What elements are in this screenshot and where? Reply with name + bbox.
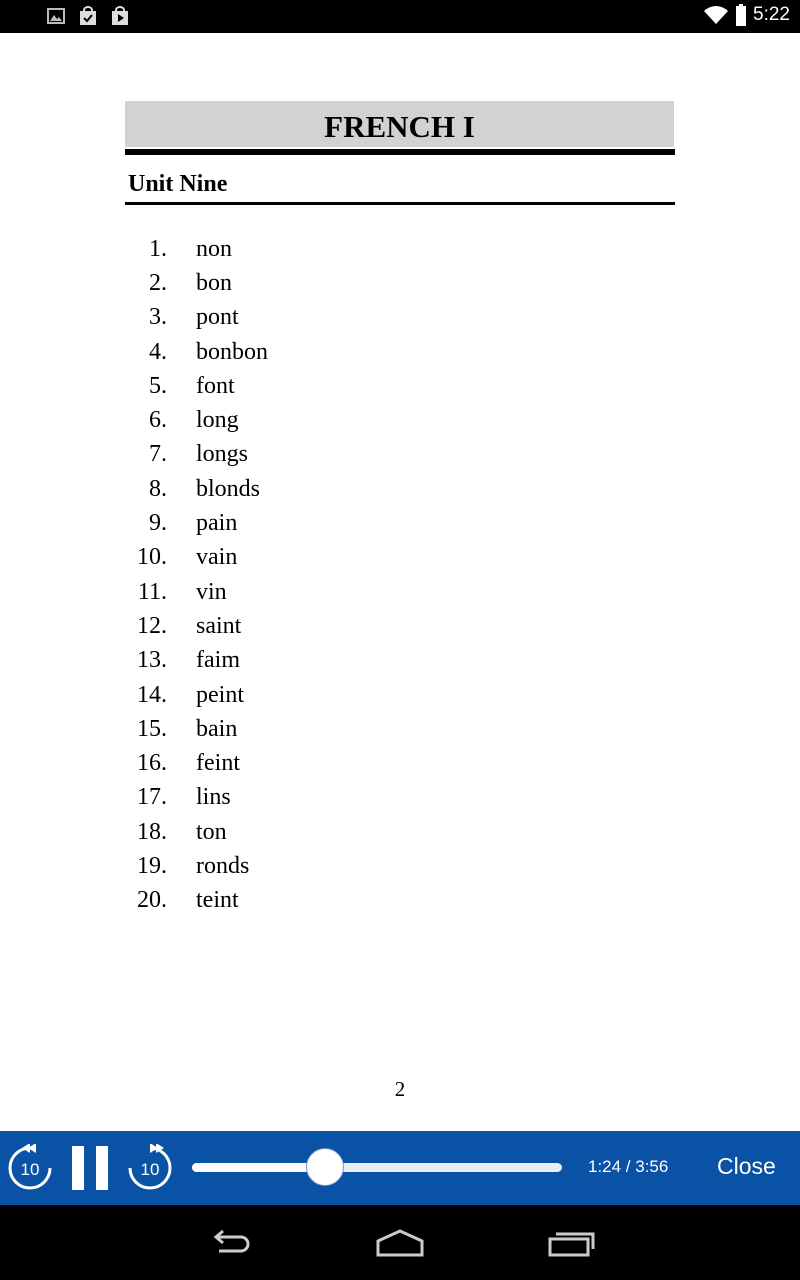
item-number: 9. bbox=[149, 510, 167, 537]
item-word: blonds bbox=[196, 475, 261, 502]
item-number: 2. bbox=[149, 269, 167, 296]
time-readout: 1:24 / 3:56 bbox=[588, 1157, 669, 1176]
item-number: 19. bbox=[137, 852, 167, 879]
item-number: 16. bbox=[137, 750, 167, 777]
list-item bbox=[120, 609, 268, 643]
item-number: 17. bbox=[137, 784, 167, 811]
list-item bbox=[120, 335, 268, 369]
list-item bbox=[120, 232, 268, 266]
item-number: 5. bbox=[149, 372, 167, 399]
list-item bbox=[120, 301, 268, 335]
title-banner bbox=[125, 101, 674, 147]
item-number: 13. bbox=[137, 647, 167, 674]
item-number: 11. bbox=[137, 578, 167, 605]
list-item bbox=[120, 815, 268, 849]
list-item bbox=[120, 369, 268, 403]
rewind-icon bbox=[6, 1144, 54, 1192]
list-item bbox=[120, 712, 268, 746]
clock: 5:22 bbox=[753, 4, 790, 25]
item-number: 4. bbox=[149, 338, 167, 365]
item-word: faim bbox=[196, 647, 240, 674]
list-item bbox=[120, 644, 268, 678]
list-item bbox=[120, 472, 268, 506]
forward-10-button[interactable] bbox=[126, 1144, 174, 1192]
notification-icons bbox=[46, 6, 130, 26]
item-word: saint bbox=[196, 612, 242, 639]
document-title: FRENCH I bbox=[324, 109, 475, 144]
rewind-seconds-label: 10 bbox=[20, 1160, 40, 1179]
list-item bbox=[120, 403, 268, 437]
fast-forward-icon bbox=[126, 1144, 174, 1192]
item-number: 12. bbox=[137, 612, 167, 639]
list-item bbox=[120, 746, 268, 780]
list-item bbox=[120, 849, 268, 883]
back-button[interactable] bbox=[205, 1227, 255, 1259]
close-button[interactable]: Close bbox=[717, 1153, 776, 1179]
item-number: 18. bbox=[137, 818, 167, 845]
item-number: 8. bbox=[149, 475, 167, 502]
title-divider bbox=[125, 149, 675, 155]
item-word: vin bbox=[196, 578, 227, 605]
item-word: non bbox=[196, 235, 232, 262]
shopping-bag-icon bbox=[78, 6, 98, 26]
document-page bbox=[0, 33, 800, 1131]
item-word: lins bbox=[196, 784, 231, 811]
list-item bbox=[120, 541, 268, 575]
item-word: bain bbox=[196, 715, 238, 742]
item-word: pain bbox=[196, 510, 238, 537]
item-word: font bbox=[196, 372, 235, 399]
item-word: long bbox=[196, 407, 239, 434]
rewind-10-button[interactable] bbox=[6, 1144, 54, 1192]
list-item bbox=[120, 575, 268, 609]
item-number: 15. bbox=[137, 715, 167, 742]
item-word: bonbon bbox=[196, 338, 268, 365]
recent-apps-icon bbox=[547, 1227, 597, 1259]
item-number: 3. bbox=[149, 304, 167, 331]
list-item bbox=[120, 678, 268, 712]
progress-track[interactable] bbox=[192, 1163, 562, 1172]
recent-apps-button[interactable] bbox=[547, 1227, 597, 1259]
item-word: ton bbox=[196, 818, 227, 845]
item-number: 14. bbox=[137, 681, 167, 708]
item-word: pont bbox=[196, 304, 239, 331]
item-number: 10. bbox=[137, 544, 167, 571]
unit-heading: Unit Nine bbox=[128, 171, 228, 197]
back-icon bbox=[205, 1227, 255, 1259]
item-word: vain bbox=[196, 544, 238, 571]
word-list bbox=[120, 232, 268, 918]
pause-icon-bar-left bbox=[72, 1146, 84, 1190]
unit-divider bbox=[125, 202, 675, 205]
list-item bbox=[120, 266, 268, 300]
item-word: ronds bbox=[196, 852, 250, 879]
pause-button[interactable] bbox=[72, 1146, 110, 1190]
page-number: 2 bbox=[394, 1077, 406, 1101]
progress-thumb[interactable] bbox=[306, 1148, 344, 1186]
battery-icon bbox=[735, 4, 747, 26]
item-word: feint bbox=[196, 750, 240, 777]
list-item bbox=[120, 884, 268, 918]
home-button[interactable] bbox=[375, 1227, 425, 1259]
item-word: longs bbox=[196, 441, 249, 468]
item-number: 20. bbox=[137, 887, 167, 914]
list-item bbox=[120, 781, 268, 815]
wifi-icon bbox=[703, 5, 729, 25]
item-number: 6. bbox=[149, 407, 167, 434]
play-store-icon bbox=[110, 6, 130, 26]
system-status bbox=[703, 4, 790, 26]
item-number: 1. bbox=[149, 235, 167, 262]
list-item bbox=[120, 506, 268, 540]
item-word: peint bbox=[196, 681, 244, 708]
home-icon bbox=[375, 1227, 425, 1259]
pause-icon-bar-right bbox=[96, 1146, 108, 1190]
item-number: 7. bbox=[149, 441, 167, 468]
audio-player-bar bbox=[0, 1131, 800, 1205]
image-notification-icon bbox=[46, 6, 66, 26]
navigation-bar bbox=[0, 1205, 800, 1280]
item-word: teint bbox=[196, 887, 239, 914]
item-word: bon bbox=[196, 269, 232, 296]
status-bar bbox=[0, 0, 800, 33]
forward-seconds-label: 10 bbox=[140, 1160, 160, 1179]
list-item bbox=[120, 438, 268, 472]
